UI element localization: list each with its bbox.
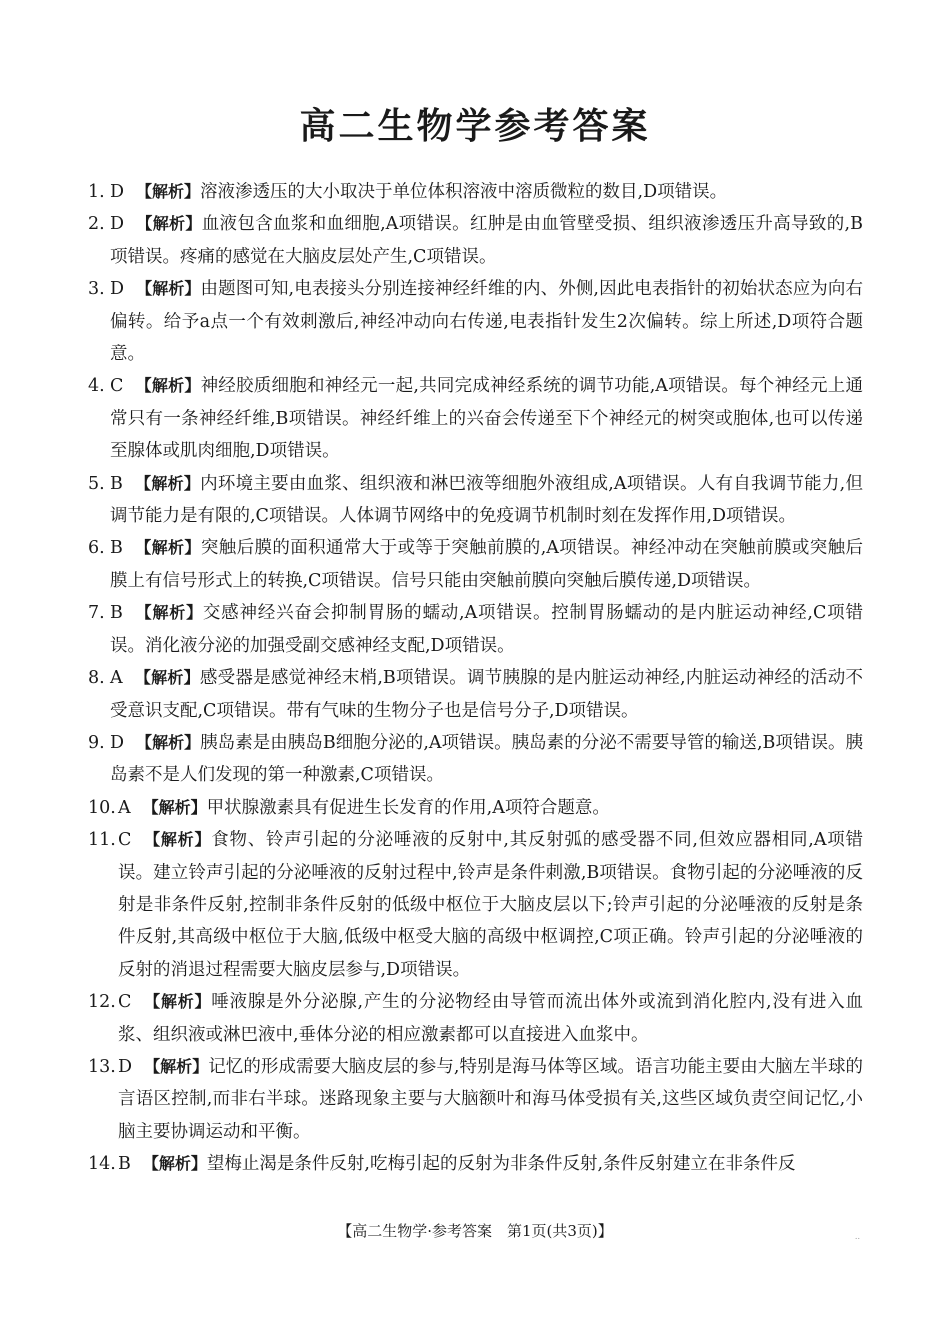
analysis-tag: 【解析】 (144, 1056, 209, 1076)
analysis-tag: 【解析】 (136, 279, 201, 299)
item-answer: D (110, 182, 125, 202)
item-answer: D (110, 279, 125, 300)
item-number: 8. (88, 668, 105, 689)
analysis-tag: 【解析】 (134, 538, 201, 558)
answer-item-3 (88, 273, 863, 370)
answer-item-2 (88, 208, 863, 273)
item-number: 4. (88, 376, 105, 397)
item-answer: B (110, 603, 123, 624)
item-answer: D (110, 732, 125, 753)
item-explanation: 唾液腺是外分泌腺,产生的分泌物经由导管而流出体外或流到消化腔内,没有进入血浆、组织液或淋巴液中,垂体分泌的相应激素都可以直接进入血浆中。 (118, 992, 863, 1045)
item-answer: A (118, 797, 131, 818)
analysis-tag: 【解析】 (134, 668, 200, 688)
analysis-tag: 【解析】 (135, 376, 201, 396)
item-explanation: 内环境主要由血浆、组织液和淋巴液等细胞外液组成,A项错误。人有自我调节能力,但调节能力是有限的,C项错误。人体调节网络中的免疫调节机制时刻在发挥作用,D项错误。 (110, 473, 863, 527)
item-explanation: 胰岛素是由胰岛B细胞分泌的,A项错误。胰岛素的分泌不需要导管的输送,B项错误。胰岛素不是人们发现的第一种激素,C项错误。 (110, 732, 863, 786)
analysis-tag: 【解析】 (142, 797, 207, 817)
analysis-tag: 【解析】 (134, 603, 203, 623)
item-explanation: 交感神经兴奋会抑制胃肠的蠕动,A项错误。控制胃肠蠕动的是内脏运动神经,C项错误。消化液分泌的加强受副交感神经支配,D项错误。 (110, 603, 863, 656)
page-title: 高二生物学参考答案 (299, 106, 651, 147)
item-explanation: 神经胶质细胞和神经元一起,共同完成神经系统的调节功能,A项错误。每个神经元上通常只有一条神经纤维,B项错误。神经纤维上的兴奋会传递至下个神经元的树突或胞体,也可以传递至腺体或肌肉细胞,D项错误。 (110, 376, 863, 462)
answer-item-13 (88, 1051, 863, 1148)
answer-item-1 (88, 176, 863, 208)
page-footer: 【高二生物学·参考答案 第1页(共3页)】 (337, 1222, 613, 1240)
item-number: 1. (88, 182, 105, 202)
item-answer: C (118, 830, 132, 851)
item-explanation: 望梅止渴是条件反射,吃梅引起的反射为非条件反射,条件反射建立在非条件反 (206, 1154, 796, 1175)
answer-item-9 (88, 727, 863, 792)
item-explanation: 血液包含血浆和血细胞,A项错误。红肿是由血管壁受损、组织液渗透压升高导致的,B项错误。疼痛的感觉在大脑皮层处产生,C项错误。 (110, 214, 863, 267)
answer-item-5 (88, 468, 863, 533)
analysis-tag: 【解析】 (143, 992, 212, 1012)
item-number: 10. (88, 797, 116, 818)
item-number: 5. (88, 473, 105, 494)
item-number: 14. (88, 1154, 116, 1175)
item-answer: B (118, 1154, 131, 1175)
item-answer: D (118, 1056, 133, 1077)
analysis-tag: 【解析】 (136, 732, 201, 752)
answer-item-4 (88, 370, 863, 467)
item-answer: A (110, 668, 123, 689)
answer-item-6 (88, 532, 863, 597)
item-explanation: 甲状腺激素具有促进生长发育的作用,A项符合题意。 (206, 797, 610, 818)
answer-item-14 (88, 1148, 863, 1180)
item-explanation: 食物、铃声引起的分泌唾液的反射中,其反射弧的感受器不同,但效应器相同,A项错误。建立铃声引起的分泌唾液的反射过程中,铃声是条件刺激,B项错误。食物引起的分泌唾液的反射是非条件反射,控制非条件反射的低级中枢位于大脑皮层以下;铃声引起的分泌唾液的反射是条件反射,其高级中枢位于大脑,低级中枢受大脑的高级中枢调控,C项正确。铃声引起的分泌唾液的反射的消退过程需要大脑皮层参与,D项错误。 (118, 830, 863, 980)
item-answer: B (110, 538, 123, 559)
item-answer: C (118, 992, 132, 1013)
item-number: 11. (88, 830, 116, 851)
analysis-tag: 【解析】 (143, 830, 212, 850)
item-explanation: 记忆的形成需要大脑皮层的参与,特别是海马体等区域。语言功能主要由大脑左半球的言语区控制,而非右半球。迷路现象主要与大脑额叶和海马体受损有关,这些区域负责空间记忆,小脑主要协调运动和平衡。 (118, 1056, 863, 1142)
item-number: 3. (88, 279, 105, 300)
answer-item-10 (88, 792, 863, 824)
item-number: 6. (88, 538, 105, 559)
item-explanation: 突触后膜的面积通常大于或等于突触前膜的,A项错误。神经冲动在突触前膜或突触后膜上有信号形式上的转换,C项错误。信号只能由突触前膜向突触后膜传递,D项错误。 (110, 538, 863, 591)
item-explanation: 感受器是感觉神经末梢,B项错误。调节胰腺的是内脏运动神经,内脏运动神经的活动不受意识支配,C项错误。带有气味的生物分子也是信号分子,D项错误。 (110, 668, 863, 721)
item-number: 9. (88, 732, 105, 753)
analysis-tag: 【解析】 (136, 214, 202, 234)
item-number: 12. (88, 992, 116, 1013)
corner-mark: .. (854, 1232, 860, 1241)
analysis-tag: 【解析】 (134, 473, 201, 493)
item-explanation: 溶液渗透压的大小取决于单位体积溶液中溶质微粒的数目,D项错误。 (200, 182, 728, 202)
answer-list (88, 176, 863, 1181)
item-answer: D (110, 214, 125, 235)
item-number: 2. (88, 214, 105, 235)
analysis-tag: 【解析】 (136, 182, 201, 201)
answer-item-7 (88, 597, 863, 662)
item-number: 7. (88, 603, 105, 624)
item-answer: C (110, 376, 124, 397)
item-explanation: 由题图可知,电表接头分别连接神经纤维的内、外侧,因此电表指针的初始状态应为向右偏转。给予a点一个有效刺激后,神经冲动向右传递,电表指针发生2次偏转。综上所述,D项符合题意。 (110, 279, 863, 365)
item-answer: B (110, 473, 123, 494)
answer-item-11 (88, 824, 863, 986)
item-number: 13. (88, 1056, 116, 1077)
answer-item-12 (88, 986, 863, 1051)
analysis-tag: 【解析】 (142, 1154, 207, 1174)
answer-item-8 (88, 662, 863, 727)
